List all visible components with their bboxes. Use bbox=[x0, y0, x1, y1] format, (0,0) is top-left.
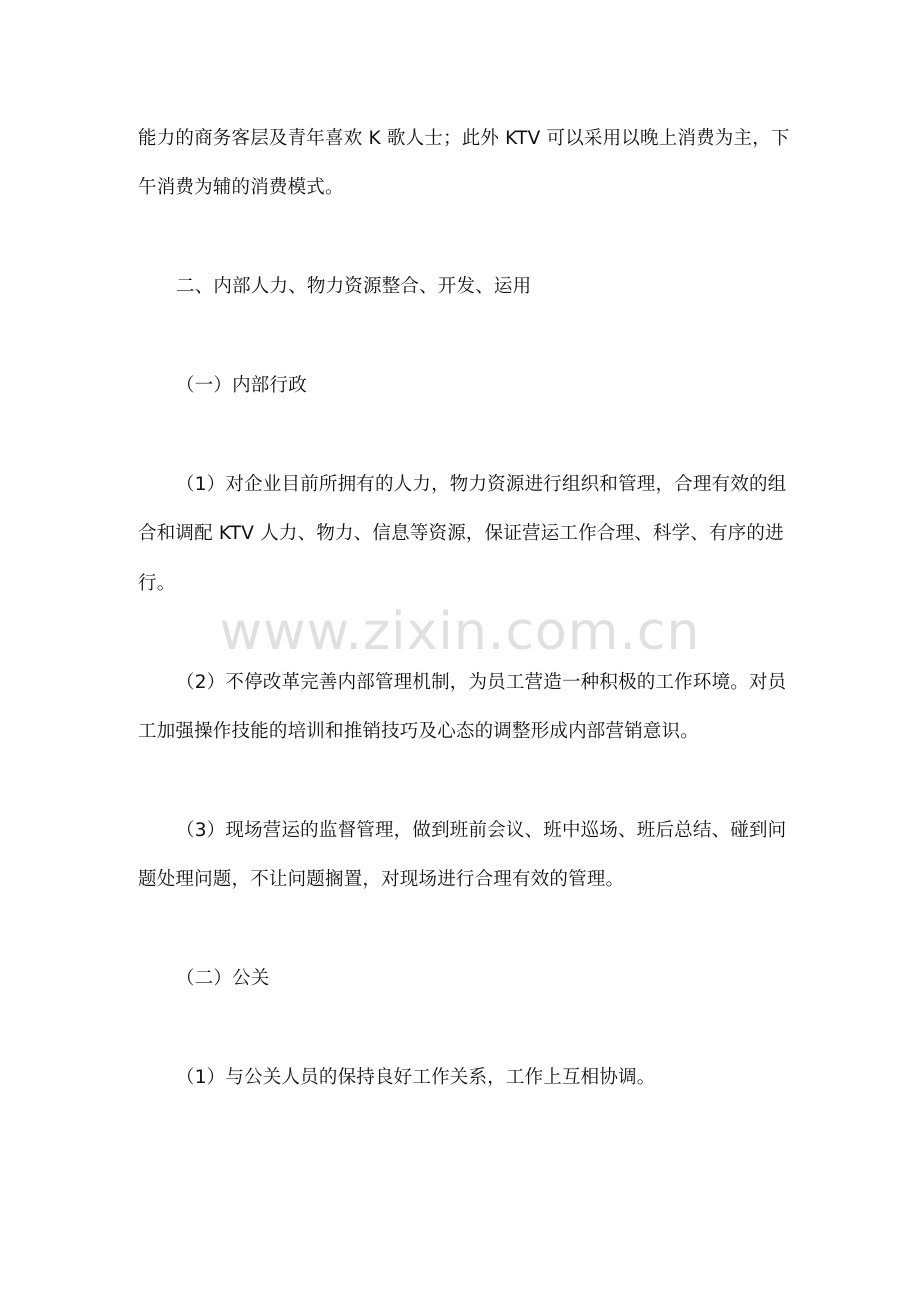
list-item-line: （1）对企业目前所拥有的人力，物力资源进行组织和管理，合理有效的组 bbox=[176, 474, 787, 495]
list-item-line: 题处理问题，不让问题搁置，对现场进行合理有效的管理。 bbox=[138, 869, 625, 890]
list-item-line: （2）不停改革完善内部管理机制，为员工营造一种积极的工作环境。对员 bbox=[176, 672, 787, 693]
watermark-text: www.zixin.com.cn bbox=[219, 602, 701, 662]
list-item-line: （1）与公关人员的保持良好工作关系，工作上互相协调。 bbox=[176, 1067, 656, 1088]
section-heading: 二、内部人力、物力资源整合、开发、运用 bbox=[176, 276, 532, 297]
subsection-heading: （二）公关 bbox=[176, 968, 270, 989]
list-item-line: 合和调配 KTV 人力、物力、信息等资源，保证营运工作合理、科学、有序的进 bbox=[138, 523, 784, 544]
list-item-line: （3）现场营运的监督管理，做到班前会议、班中巡场、班后总结、碰到问 bbox=[176, 820, 787, 841]
subsection-heading: （一）内部行政 bbox=[176, 375, 307, 396]
paragraph-line: 午消费为辅的消费模式。 bbox=[138, 177, 344, 198]
list-item-line: 行。 bbox=[138, 573, 176, 594]
list-item-line: 工加强操作技能的培训和推销技巧及心态的调整形成内部营销意识。 bbox=[138, 721, 700, 742]
paragraph-line: 能力的商务客层及青年喜欢 K 歌人士；此外 KTV 可以采用以晚上消费为主，下 bbox=[138, 128, 790, 149]
